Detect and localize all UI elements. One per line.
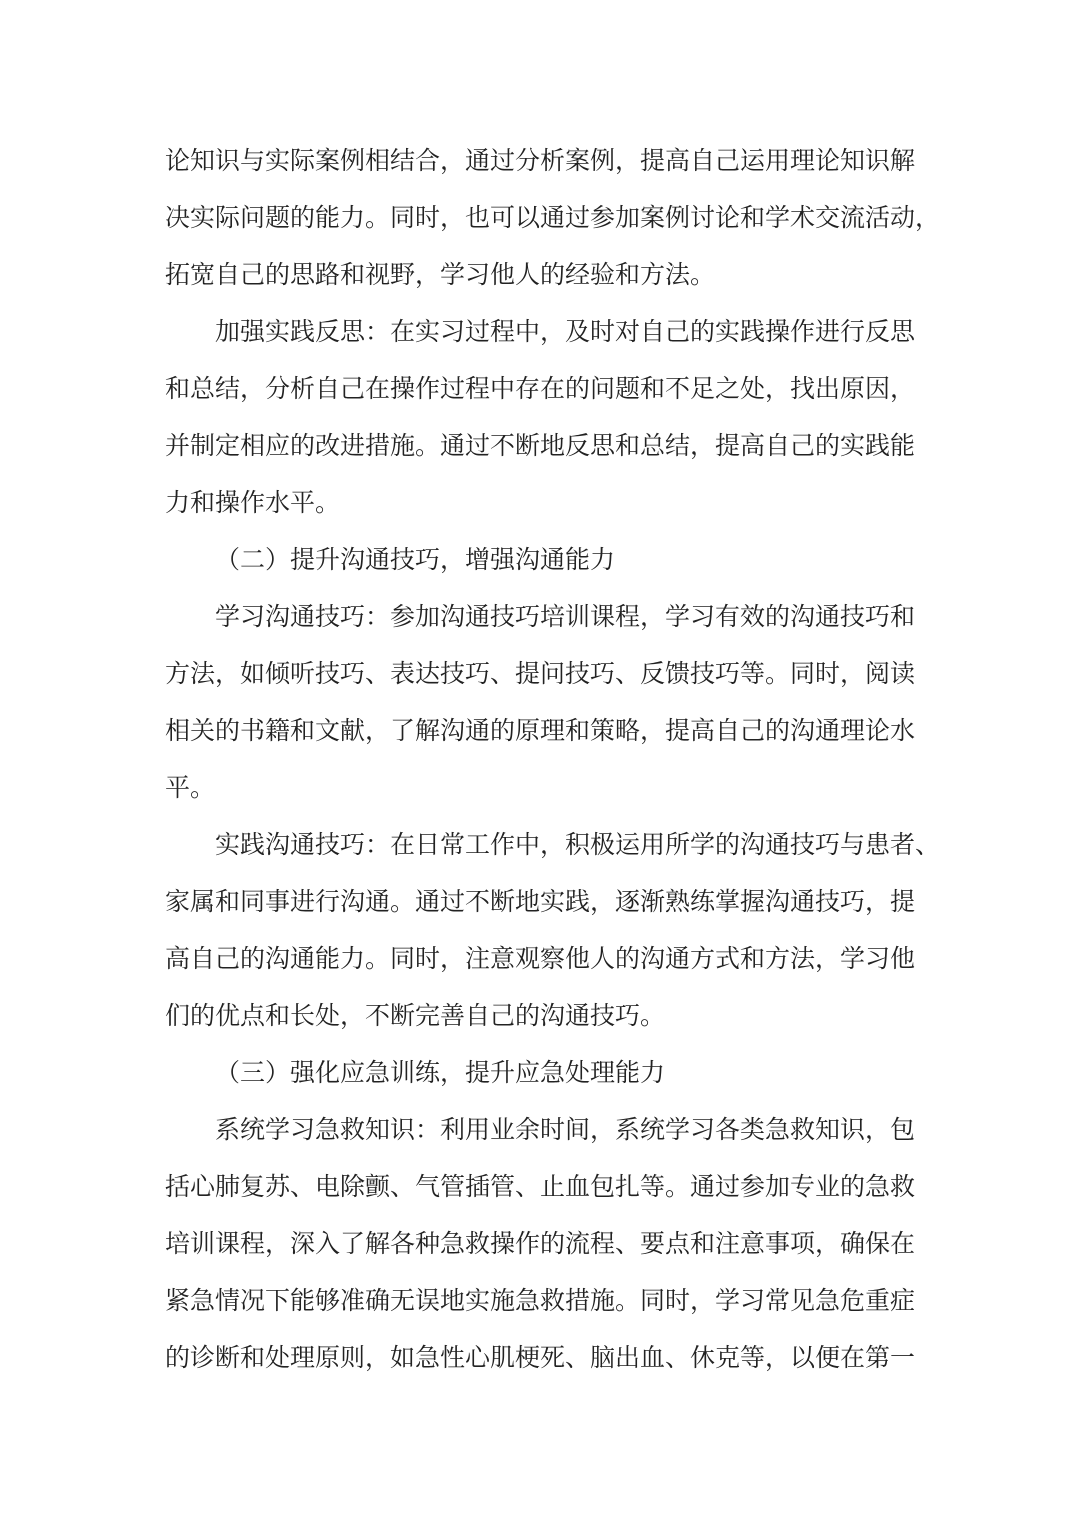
paragraph-start-line: 系统学习急救知识：利用业余时间，系统学习各类急救知识，包 [215, 1115, 916, 1144]
text-line: 方法，如倾听技巧、表达技巧、提问技巧、反馈技巧等。同时，阅读 [165, 659, 916, 688]
text-line: 紧急情况下能够准确无误地实施急救措施。同时，学习常见急危重症 [165, 1286, 916, 1315]
section-heading: （二）提升沟通技巧，增强沟通能力 [215, 545, 616, 574]
text-line: 并制定相应的改进措施。通过不断地反思和总结，提高自己的实践能 [165, 431, 916, 460]
text-line: 论知识与实际案例相结合，通过分析案例，提高自己运用理论知识解 [165, 146, 916, 175]
text-line: 培训课程，深入了解各种急救操作的流程、要点和注意事项，确保在 [165, 1229, 916, 1258]
text-line: 决实际问题的能力。同时，也可以通过参加案例讨论和学术交流活动， [165, 203, 941, 232]
text-line: 和总结，分析自己在操作过程中存在的问题和不足之处，找出原因， [165, 374, 916, 403]
section-heading: （三）强化应急训练，提升应急处理能力 [215, 1058, 666, 1087]
text-line: 拓宽自己的思路和视野，学习他人的经验和方法。 [165, 260, 716, 289]
text-line: 括心肺复苏、电除颤、气管插管、止血包扎等。通过参加专业的急救 [165, 1172, 916, 1201]
paragraph-start-line: 学习沟通技巧：参加沟通技巧培训课程，学习有效的沟通技巧和 [215, 602, 916, 631]
text-line: 的诊断和处理原则，如急性心肌梗死、脑出血、休克等，以便在第一 [165, 1343, 916, 1372]
text-line: 相关的书籍和文献，了解沟通的原理和策略，提高自己的沟通理论水 [165, 716, 916, 745]
paragraph-start-line: 加强实践反思：在实习过程中，及时对自己的实践操作进行反思 [215, 317, 916, 346]
text-line: 家属和同事进行沟通。通过不断地实践，逐渐熟练掌握沟通技巧，提 [165, 887, 916, 916]
document-body [165, 132, 941, 1386]
paragraph-start-line: 实践沟通技巧：在日常工作中，积极运用所学的沟通技巧与患者、 [215, 830, 941, 859]
text-line: 力和操作水平。 [165, 488, 341, 517]
text-line: 们的优点和长处，不断完善自己的沟通技巧。 [165, 1001, 666, 1030]
text-line: 高自己的沟通能力。同时，注意观察他人的沟通方式和方法，学习他 [165, 944, 916, 973]
text-line: 平。 [165, 773, 216, 802]
